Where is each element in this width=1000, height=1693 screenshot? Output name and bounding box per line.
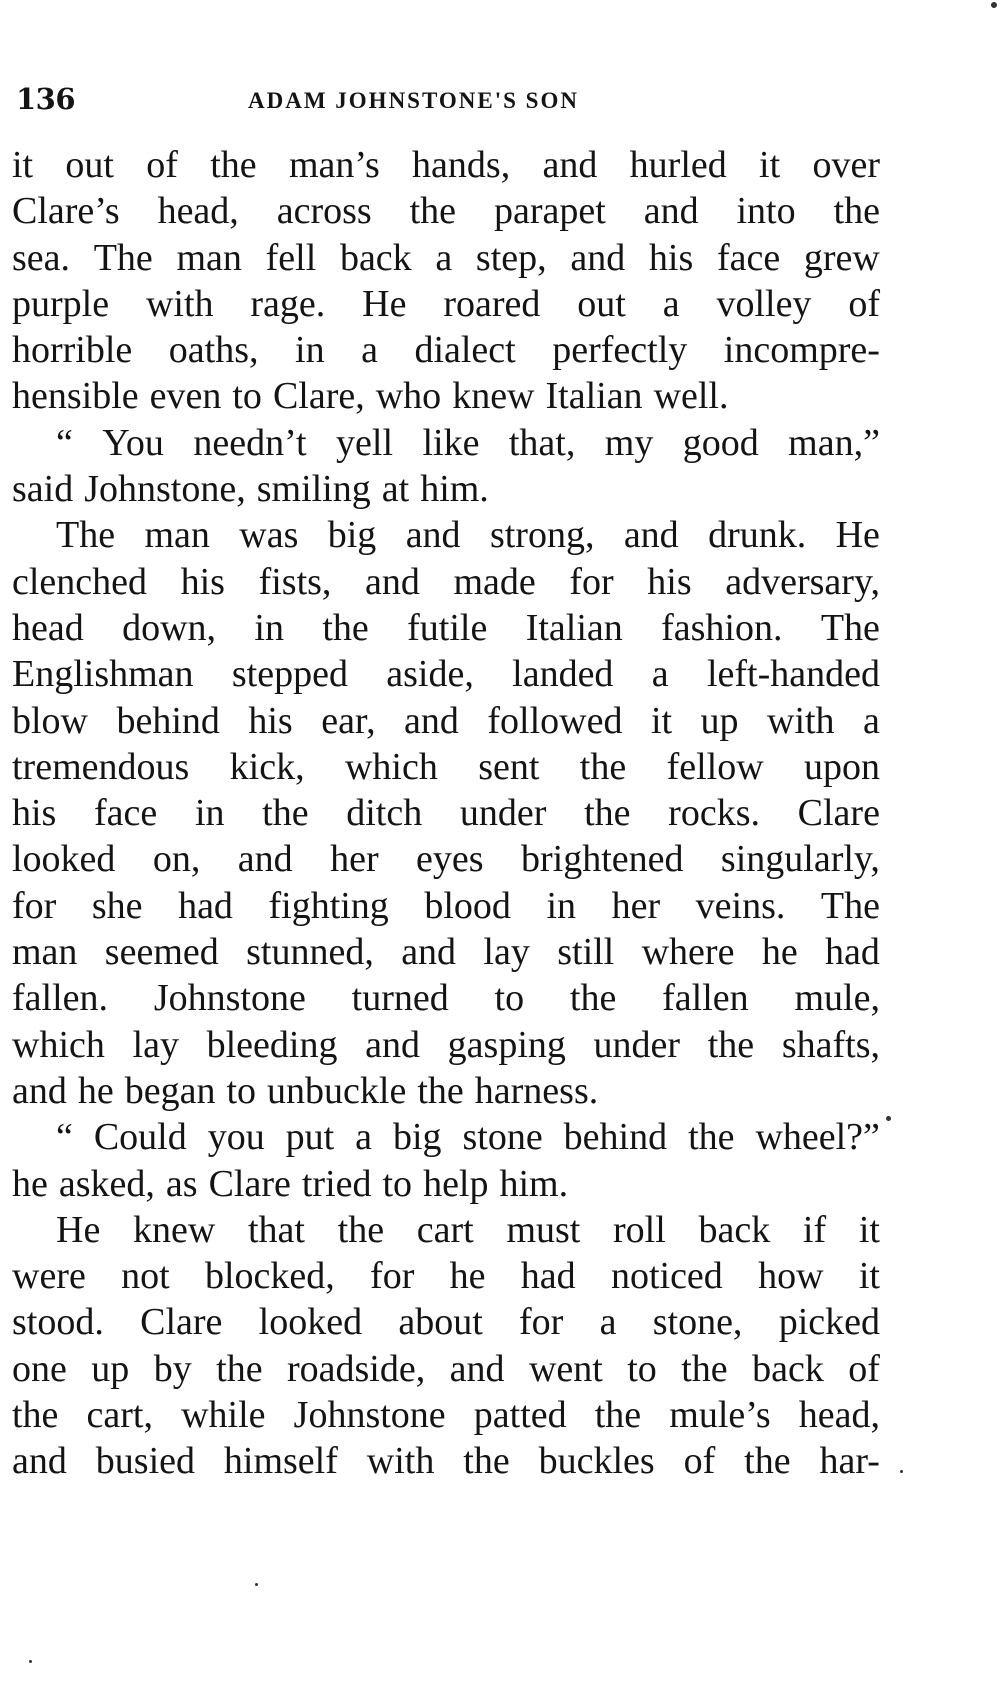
text-line: said Johnstone, smiling at him. bbox=[12, 468, 489, 511]
scan-speck bbox=[29, 1660, 32, 1663]
text-line: he asked, as Clare tried to help him. bbox=[12, 1162, 569, 1205]
text-line: it out of the man’s hands, and hurled it over bbox=[12, 144, 880, 186]
text-line: The man was big and strong, and drunk. He bbox=[56, 514, 880, 557]
body-text bbox=[12, 142, 880, 1485]
text-line: his face in the ditch under the rocks. Clare bbox=[12, 792, 880, 835]
text-line: tremendous kick, which sent the fellow upon bbox=[12, 745, 880, 788]
text-line: and he began to unbuckle the harness. bbox=[12, 1069, 599, 1112]
text-line: looked on, and her eyes brightened singularly, bbox=[12, 838, 880, 881]
text-line: stood. Clare looked about for a stone, picked bbox=[12, 1301, 880, 1344]
text-line: the cart, while Johnstone patted the mule’s head, bbox=[12, 1394, 880, 1437]
text-line: fallen. Johnstone turned to the fallen mule, bbox=[12, 977, 880, 1020]
text-line: head down, in the futile Italian fashion. The bbox=[12, 606, 880, 649]
text-line: and busied himself with the buckles of the har- bbox=[12, 1440, 880, 1483]
scan-speck bbox=[255, 1583, 258, 1586]
text-line: “ You needn’t yell like that, my good man,” bbox=[56, 421, 880, 464]
text-line: for she had fighting blood in her veins. The bbox=[12, 884, 880, 927]
text-line: horrible oaths, in a dialect perfectly incompre- bbox=[12, 329, 880, 372]
text-line: hensible even to Clare, who knew Italian well. bbox=[12, 375, 729, 418]
page-number: 136 bbox=[16, 82, 76, 116]
text-line: sea. The man fell back a step, and his face grew bbox=[12, 236, 880, 279]
text-line: one up by the roadside, and went to the back of bbox=[12, 1347, 880, 1390]
scan-speck bbox=[886, 1116, 891, 1121]
scan-speck bbox=[991, 2, 997, 8]
text-line: man seemed stunned, and lay still where he had bbox=[12, 931, 880, 974]
text-line: clenched his fists, and made for his adversary, bbox=[12, 560, 880, 603]
scan-speck bbox=[900, 1470, 903, 1473]
running-head bbox=[16, 82, 876, 126]
text-line: He knew that the cart must roll back if it bbox=[56, 1208, 880, 1251]
text-line: purple with rage. He roared out a volley of bbox=[12, 282, 880, 325]
text-line: which lay bleeding and gasping under the shafts, bbox=[12, 1023, 880, 1066]
text-line: were not blocked, for he had noticed how it bbox=[12, 1255, 880, 1298]
text-line: “ Could you put a big stone behind the wheel?” bbox=[56, 1116, 880, 1159]
text-line: Clare’s head, across the parapet and into the bbox=[12, 190, 880, 233]
text-line: Englishman stepped aside, landed a left-handed bbox=[12, 653, 880, 696]
text-line: blow behind his ear, and followed it up with a bbox=[12, 699, 880, 742]
running-title: ADAM JOHNSTONE'S SON bbox=[248, 88, 579, 113]
